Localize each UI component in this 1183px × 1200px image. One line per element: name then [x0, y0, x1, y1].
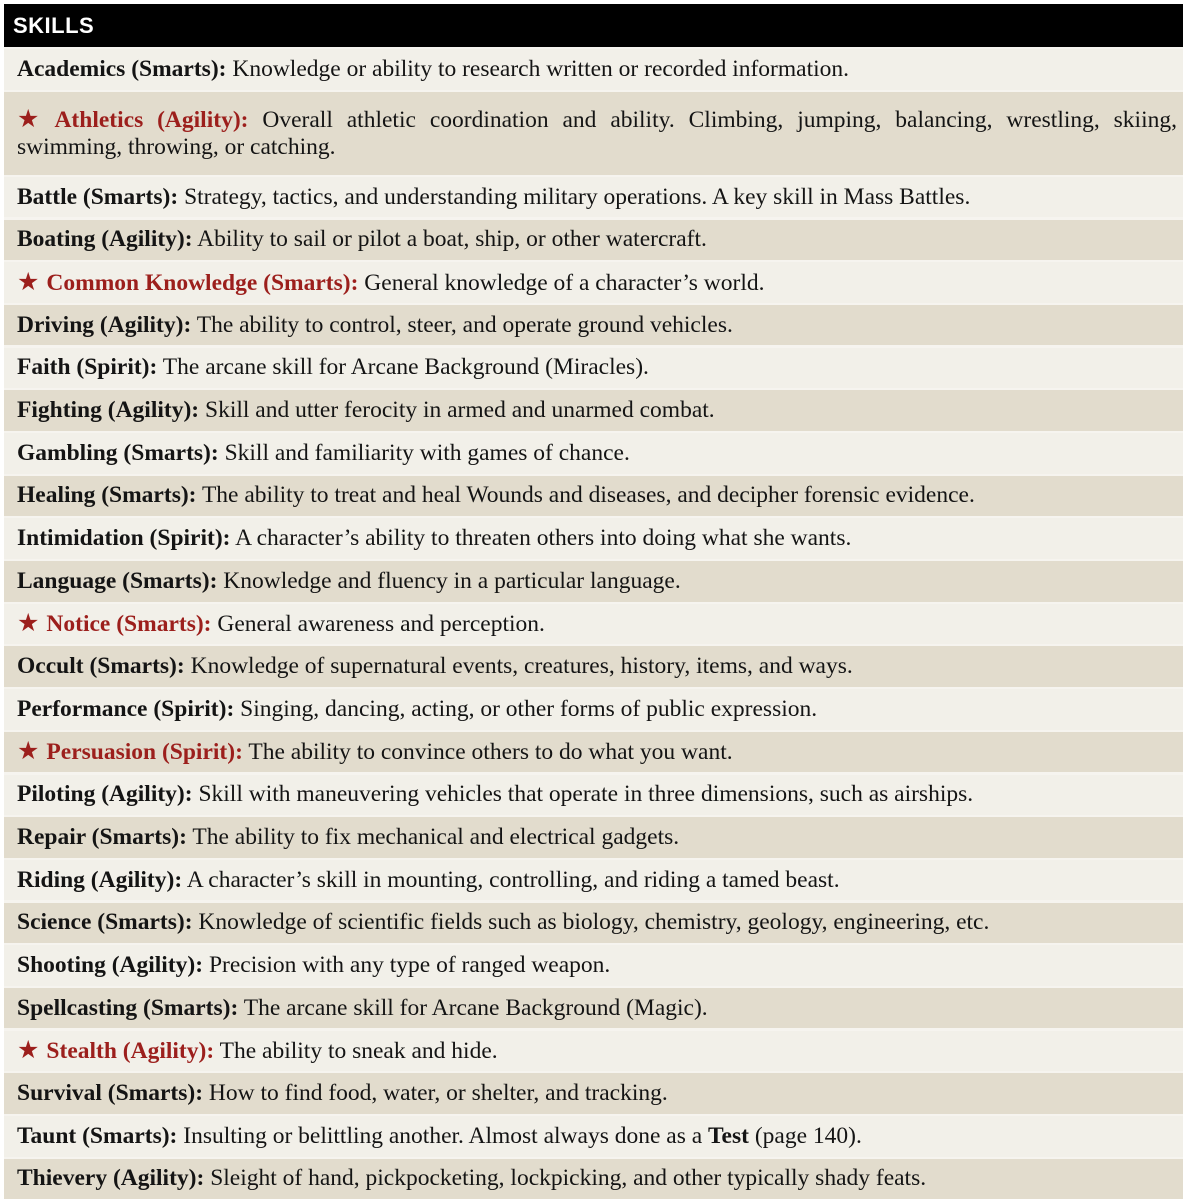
skill-description: Skill with maneuvering vehicles that operate in three dimensions, such as airships. [192, 781, 974, 808]
skill-name: Athletics (Agility): [54, 106, 249, 133]
core-skill-star-icon: ★ [17, 1036, 40, 1064]
skill-description: Knowledge of supernatural events, creatures, history, items, and ways. [184, 653, 853, 680]
skill-name: Spellcasting (Smarts): [17, 994, 239, 1021]
skill-row-faith [4, 348, 1183, 389]
skill-row-piloting [4, 775, 1183, 816]
core-skill-star-icon: ★ [17, 610, 40, 637]
skill-row-persuasion [4, 732, 1183, 773]
skill-name: Science (Smarts): [17, 909, 193, 936]
skill-description: The ability to convince others to do what you want. [242, 739, 733, 766]
page-reference: (page 140). [748, 1122, 862, 1149]
skill-row-repair [4, 817, 1183, 858]
skill-row-athletics [4, 92, 1183, 175]
skill-name: Academics (Smarts): [17, 55, 227, 82]
skill-name: Common Knowledge (Smarts): [46, 269, 359, 296]
skill-description: The ability to sneak and hide. [214, 1037, 498, 1064]
table-title: SKILLS [13, 12, 95, 38]
skill-row-notice [4, 604, 1183, 645]
skill-name: Battle (Smarts): [17, 183, 179, 210]
skill-row-taunt [4, 1116, 1183, 1157]
skill-name: Boating (Agility): [17, 226, 193, 253]
skill-name: Piloting (Agility): [17, 781, 193, 808]
skill-description: Insulting or belittling another. Almost always done as a [177, 1122, 709, 1149]
skill-description: Precision with any type of ranged weapon. [203, 952, 611, 978]
skill-description: Ability to sail or pilot a boat, ship, or other watercraft. [192, 226, 707, 253]
skill-row-occult [4, 646, 1183, 687]
skill-name: Thievery (Agility): [17, 1165, 205, 1192]
skill-description: Strategy, tactics, and understanding military operations. A key skill in Mass Battles. [178, 183, 971, 210]
skill-row-battle [4, 177, 1183, 218]
skill-row-stealth [4, 1031, 1183, 1072]
skill-row-boating [4, 220, 1183, 261]
skill-row-shooting [4, 945, 1183, 986]
skill-row-driving [4, 305, 1183, 346]
skills-table [4, 4, 1183, 1198]
table-header [4, 4, 1183, 47]
skill-name: Occult (Smarts): [17, 653, 185, 680]
skill-row-spellcasting [4, 988, 1183, 1029]
skill-name: Gambling (Smarts): [17, 439, 219, 466]
skill-description: Singing, dancing, acting, or other forms of public expression. [234, 695, 818, 722]
skill-description: The ability to control, steer, and operate ground vehicles. [191, 311, 733, 338]
skill-row-riding [4, 860, 1183, 901]
skill-description: The ability to fix mechanical and electrical gadgets. [186, 823, 680, 850]
skill-name: Faith (Spirit): [17, 354, 158, 381]
core-skill-star-icon: ★ [17, 268, 40, 296]
skill-name: Healing (Smarts): [17, 482, 197, 509]
skill-description: The arcane skill for Arcane Background (Magic). [238, 994, 708, 1021]
skill-description: The arcane skill for Arcane Background (Miracles). [157, 354, 649, 381]
core-skill-star-icon: ★ [17, 738, 40, 766]
skill-name: Performance (Spirit): [17, 695, 235, 722]
skill-row-thievery [4, 1159, 1183, 1200]
skill-row-healing [4, 476, 1183, 517]
skill-name: Taunt (Smarts): [17, 1122, 178, 1149]
skill-name: Shooting (Agility): [17, 952, 204, 978]
skill-name: Intimidation (Spirit): [17, 525, 231, 552]
skill-name: Fighting (Agility): [17, 397, 200, 424]
skill-description: General awareness and perception. [211, 611, 545, 637]
skill-description: Knowledge and fluency in a particular language. [217, 567, 681, 594]
skill-description: Sleight of hand, pickpocketing, lockpicking, and other typically shady feats. [204, 1165, 927, 1192]
skill-row-fighting [4, 390, 1183, 431]
skill-description: The ability to treat and heal Wounds and diseases, and decipher forensic evidence. [196, 482, 975, 509]
skill-description: General knowledge of a character’s world. [358, 269, 765, 296]
skill-row-common-knowledge [4, 262, 1183, 303]
skill-name: Notice (Smarts): [46, 611, 212, 637]
skill-row-survival [4, 1073, 1183, 1114]
skill-row-performance [4, 689, 1183, 730]
skills-list [4, 49, 1183, 1199]
skill-row-language [4, 561, 1183, 602]
skill-row-academics [4, 49, 1183, 90]
skill-name: Persuasion (Spirit): [46, 739, 243, 766]
test-reference: Test [708, 1122, 749, 1149]
skill-description: Knowledge or ability to research written or recorded information. [226, 55, 850, 82]
skill-row-intimidation [4, 518, 1183, 559]
core-skill-star-icon: ★ [17, 105, 48, 133]
skill-row-science [4, 903, 1183, 944]
skill-description: Skill and familiarity with games of chance. [218, 439, 630, 466]
skill-description: Overall athletic coordination and ability. Climbing, jumping, balancing, wrestling, skiing, swimming, throwing, or catching. [17, 106, 1177, 160]
skill-description: A character’s ability to threaten others into doing what she wants. [230, 525, 852, 552]
skill-name: Stealth (Agility): [46, 1037, 215, 1064]
skill-name: Language (Smarts): [17, 567, 218, 594]
skill-name: Survival (Smarts): [17, 1080, 204, 1107]
skill-name: Riding (Agility): [17, 866, 183, 893]
skill-name: Repair (Smarts): [17, 823, 187, 850]
skill-description: Skill and utter ferocity in armed and unarmed combat. [199, 397, 715, 424]
skill-description: Knowledge of scientific fields such as biology, chemistry, geology, engineering, etc. [192, 909, 990, 936]
skill-description: A character’s skill in mounting, controlling, and riding a tamed beast. [182, 866, 840, 893]
skill-name: Driving (Agility): [17, 311, 192, 338]
skill-description: How to find food, water, or shelter, and tracking. [203, 1080, 668, 1107]
skill-row-gambling [4, 433, 1183, 474]
